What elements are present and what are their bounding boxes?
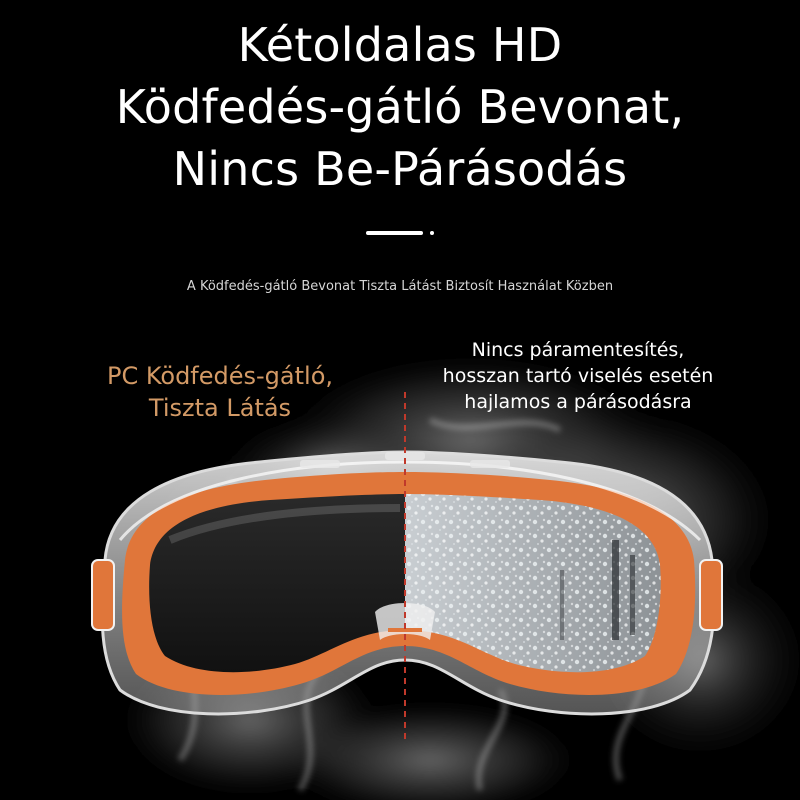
clear-side-label: [70, 360, 370, 424]
strap-clip-right: [700, 560, 722, 630]
divider-dot: [430, 231, 434, 235]
fog-side-label-line-1: Nincs páramentesítés,: [471, 339, 685, 361]
clear-side-label-line-2: Tiszta Látás: [148, 394, 292, 422]
headline-line-1: Kétoldalas HD: [237, 18, 563, 72]
strap-clip-left: [92, 560, 114, 630]
fog-side-label: [408, 337, 748, 415]
headline-line-2: Ködfedés-gátló Bevonat,: [115, 80, 685, 134]
fog-side-label-line-2: hosszan tartó viselés esetén: [442, 365, 714, 387]
divider-dash: [366, 231, 423, 235]
headline: [0, 14, 800, 200]
fog-side-label-line-3: hajlamos a párásodásra: [464, 391, 692, 413]
headline-line-3: Nincs Be-Párásodás: [172, 142, 628, 196]
clear-side-label-line-1: PC Ködfedés-gátló,: [106, 362, 334, 390]
subtitle: A Ködfedés-gátló Bevonat Tiszta Látást Biztosít Használat Közben: [186, 279, 614, 294]
